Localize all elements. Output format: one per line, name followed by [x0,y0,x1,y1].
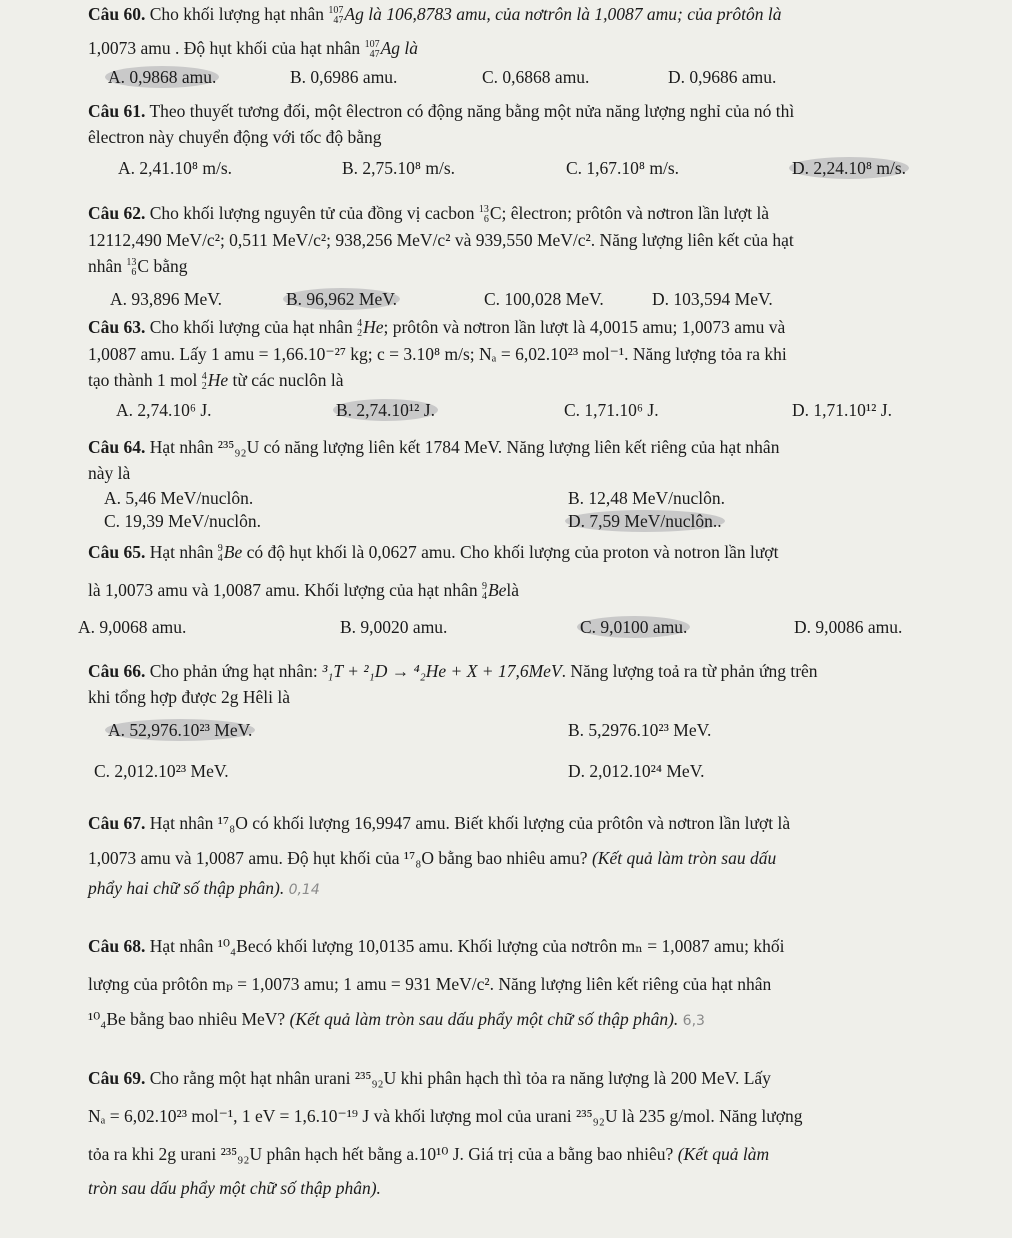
q68-text3-b: (Kết quả làm tròn sau dấu phẩy một chữ số thập phân). [289,1009,679,1029]
he-z: 2 [357,327,363,339]
q64-line2: này là [88,463,131,483]
q60-line1 [88,3,782,26]
he-nuclide [357,319,362,339]
q65-text-b: có độ hụt khối là 0,0627 amu. Cho khối lượng của proton và notron lần lượt [246,542,779,562]
ag-nuclide-2 [365,40,380,60]
c-mass: 13 [478,203,489,215]
q61-text: Theo thuyết tương đối, một êlectron có động năng bằng một nửa năng lượng nghỉ của nó thì [149,101,795,121]
answer-mark [565,510,725,532]
he-symbol-2: He [207,370,229,390]
q61-option-c[interactable]: C. 1,67.10⁸ m/s. [566,158,680,178]
q69-line2: Nₐ = 6,02.10²³ mol⁻¹, 1 eV = 1,6.10⁻¹⁹ J và khối lượng mol của urani ²³⁵₉₂U là 235 g/mol. Năng lượng [88,1106,803,1126]
q68-line2: lượng của prôtôn mₚ = 1,0073 amu; 1 amu = 931 MeV/c². Năng lượng liên kết riêng của hạt nhân [88,974,772,994]
q67-text2-b: (Kết quả làm tròn sau dấu [591,848,777,868]
q66-option-a[interactable] [108,719,255,741]
q64-option-c[interactable]: C. 19,39 MeV/nuclôn. [104,511,262,531]
q63-text3-b: từ các nuclôn là [232,370,344,390]
q69-label: Câu 69. [88,1068,146,1088]
q61-label: Câu 61. [88,101,146,121]
q65-option-d[interactable]: D. 9,0086 amu. [794,617,903,637]
q64-line1 [88,436,779,458]
he-symbol: He [363,317,384,337]
q69-line4: tròn sau dấu phẩy một chữ số thập phân). [88,1178,381,1198]
q60-option-c[interactable]: C. 0,6868 amu. [482,67,590,87]
q63-line1 [88,316,785,339]
q60-option-d[interactable]: D. 0,9686 amu. [668,67,777,87]
q64-d-text: D. 7,59 MeV/nuclôn.. [568,511,722,531]
q69-line1 [88,1067,771,1089]
q62-text-b: C; êlectron; prôtôn và nơtron lần lượt là [489,203,770,223]
q61-option-a[interactable]: A. 2,41.10⁸ m/s. [118,158,233,178]
q62-text3: nhân [88,256,123,276]
q63-text-b: ; prôtôn và nơtron lần lượt là 4,0015 amu; 1,0073 amu và [383,317,786,337]
q60-option-a[interactable] [108,66,219,88]
ag-mass: 107 [328,4,344,16]
q66-option-d[interactable]: D. 2,012.10²⁴ MeV. [568,761,705,781]
q61-line1 [88,100,794,122]
q62-line1 [88,202,769,225]
q67-line2 [88,847,776,869]
q62-option-c[interactable]: C. 100,028 MeV. [484,289,604,309]
q63-b-text: B. 2,74.10¹² J. [336,400,435,420]
ag-z: 47 [333,14,344,26]
q65-text2-b: là [506,580,520,600]
q63-text: Cho khối lượng của hạt nhân [149,317,353,337]
q62-line2: 12112,490 MeV/c²; 0,511 MeV/c²; 938,256 MeV/c² và 939,550 MeV/c². Năng lượng liên kết của hạt [88,230,794,250]
q62-b-text: B. 96,962 MeV. [286,289,398,309]
q63-label: Câu 63. [88,317,146,337]
q68-text: Hạt nhân ¹⁰₄Becó khối lượng 10,0135 amu. Khối lượng của nơtrôn mₙ = 1,0087 amu; khối [149,936,785,956]
answer-mark [105,719,255,741]
q67-text2: 1,0073 amu và 1,0087 amu. Độ hụt khối của ¹⁷₈O bằng bao nhiêu amu? [88,848,588,868]
q63-option-b[interactable] [336,399,438,421]
q60-label: Câu 60. [88,4,146,24]
be-symbol-2: Be [487,580,507,600]
he-mass: 4 [357,317,363,329]
be-z-2: 4 [481,590,487,602]
q60-text: Cho khối lượng hạt nhân [149,4,325,24]
q69-line3 [88,1143,769,1165]
q65-text2: là 1,0073 amu và 1,0087 amu. Khối lượng của hạt nhân [88,580,478,600]
q62-text3-b: C bằng [137,256,188,276]
q63-line3 [88,369,344,392]
q61-option-d[interactable] [792,157,909,179]
q64-option-d[interactable] [568,510,725,532]
q68-text3: ¹⁰₄Be bằng bao nhiêu MeV? [88,1009,286,1029]
q67-line3 [88,877,320,901]
q62-label: Câu 62. [88,203,146,223]
q63-line2: 1,0087 amu. Lấy 1 amu = 1,66.10⁻²⁷ kg; c = 3.10⁸ m/s; Nₐ = 6,02.10²³ mol⁻¹. Năng lượng tỏa ra khi [88,344,787,364]
q61-d-text: D. 2,24.10⁸ m/s. [792,158,907,178]
q65-option-a[interactable]: A. 9,0068 amu. [78,617,187,637]
q60-text2: 1,0073 amu . Độ hụt khối của hạt nhân [88,38,361,58]
q64-option-a[interactable]: A. 5,46 MeV/nuclôn. [104,488,254,508]
q63-text3: tạo thành 1 mol [88,370,198,390]
q65-text: Hạt nhân [149,542,214,562]
q62-option-a[interactable]: A. 93,896 MeV. [110,289,222,309]
be-z: 4 [217,552,223,564]
q69-text3: tỏa ra khi 2g urani ²³⁵₉₂U phân hạch hết bằng a.10¹⁰ J. Giá trị của a bằng bao nhiêu? [88,1144,674,1164]
q68-line1 [88,935,784,957]
q66-reaction: ³₁T + ²₁D → ⁴₂He + X + 17,6MeV [322,661,562,681]
c-nuclide-2 [126,258,136,278]
q65-c-text: C. 9,0100 amu. [580,617,688,637]
q61-option-b[interactable]: B. 2,75.10⁸ m/s. [342,158,456,178]
q60-text2-b: Ag là [380,38,418,58]
c-z: 6 [483,213,489,225]
q63-option-d[interactable]: D. 1,71.10¹² J. [792,400,892,420]
answer-mark [283,288,400,310]
q63-option-c[interactable]: C. 1,71.10⁶ J. [564,400,659,420]
be-mass-2: 9 [481,580,487,592]
q66-text: Cho phản ứng hạt nhân: [149,661,318,681]
q65-line1 [88,541,778,564]
q63-option-a[interactable]: A. 2,74.10⁶ J. [116,400,212,420]
q67-line1 [88,812,790,834]
he-nuclide-2 [202,372,207,392]
q66-line1 [88,660,818,682]
q69-text3-b: (Kết quả làm [677,1144,770,1164]
ag-mass-2: 107 [364,38,380,50]
q62-text: Cho khối lượng nguyên tử của đồng vị cacbon [149,203,475,223]
be-nuclide [218,544,223,564]
q62-line3 [88,255,187,278]
q60-text-b: Ag là 106,8783 amu, của nơtrôn là 1,0087 amu; của prôtôn là [344,4,782,24]
handwritten-answer: 6,3 [682,1013,705,1029]
q65-option-b[interactable]: B. 9,0020 amu. [340,617,448,637]
q64-option-b[interactable]: B. 12,48 MeV/nuclôn. [568,488,726,508]
q66-a-text: A. 52,976.10²³ MeV. [108,720,253,740]
q66-text-b: . Năng lượng toả ra từ phản ứng trên [561,661,818,681]
q68-line3 [88,1008,705,1032]
q66-option-b[interactable]: B. 5,2976.10²³ MeV. [568,720,712,740]
c-nuclide [479,205,489,225]
answer-mark [789,157,909,179]
q62-option-b[interactable] [286,288,400,310]
ag-nuclide [328,6,343,26]
be-mass: 9 [217,542,223,554]
q67-label: Câu 67. [88,813,146,833]
handwritten-answer: 0,14 [288,882,320,898]
q67-text: Hạt nhân ¹⁷₈O có khối lượng 16,9947 amu. Biết khối lượng của prôtôn và nơtron lần lượt là [149,813,791,833]
q69-text: Cho rằng một hạt nhân urani ²³⁵₉₂U khi phân hạch thì tỏa ra năng lượng là 200 MeV. Lấy [149,1068,771,1088]
answer-mark [105,66,219,88]
c-z-2: 6 [131,266,137,278]
q66-option-c[interactable]: C. 2,012.10²³ MeV. [94,761,229,781]
q60-option-b[interactable]: B. 0,6986 amu. [290,67,398,87]
q65-option-c[interactable] [580,616,690,638]
q66-line2: khi tổng hợp được 2g Hêli là [88,687,290,707]
q64-text: Hạt nhân ²³⁵₉₂U có năng lượng liên kết 1784 MeV. Năng lượng liên kết riêng của hạt nhân [149,437,780,457]
q60-line2 [88,37,418,60]
q66-label: Câu 66. [88,661,146,681]
be-nuclide-2 [482,582,487,602]
answer-mark [333,399,438,421]
q68-label: Câu 68. [88,936,146,956]
q61-line2: êlectron này chuyển động với tốc độ bằng [88,127,382,147]
q62-option-d[interactable]: D. 103,594 MeV. [652,289,773,309]
he-mass-2: 4 [201,370,207,382]
q65-line2 [88,579,519,602]
q60-a-text: A. 0,9868 amu. [108,67,217,87]
answer-mark [577,616,690,638]
c-mass-2: 13 [126,256,137,268]
ag-z-2: 47 [369,48,380,60]
he-z-2: 2 [201,380,207,392]
q67-text3: phẩy hai chữ số thập phân). [88,878,285,898]
q64-label: Câu 64. [88,437,146,457]
be-symbol: Be [223,542,243,562]
q65-label: Câu 65. [88,542,146,562]
